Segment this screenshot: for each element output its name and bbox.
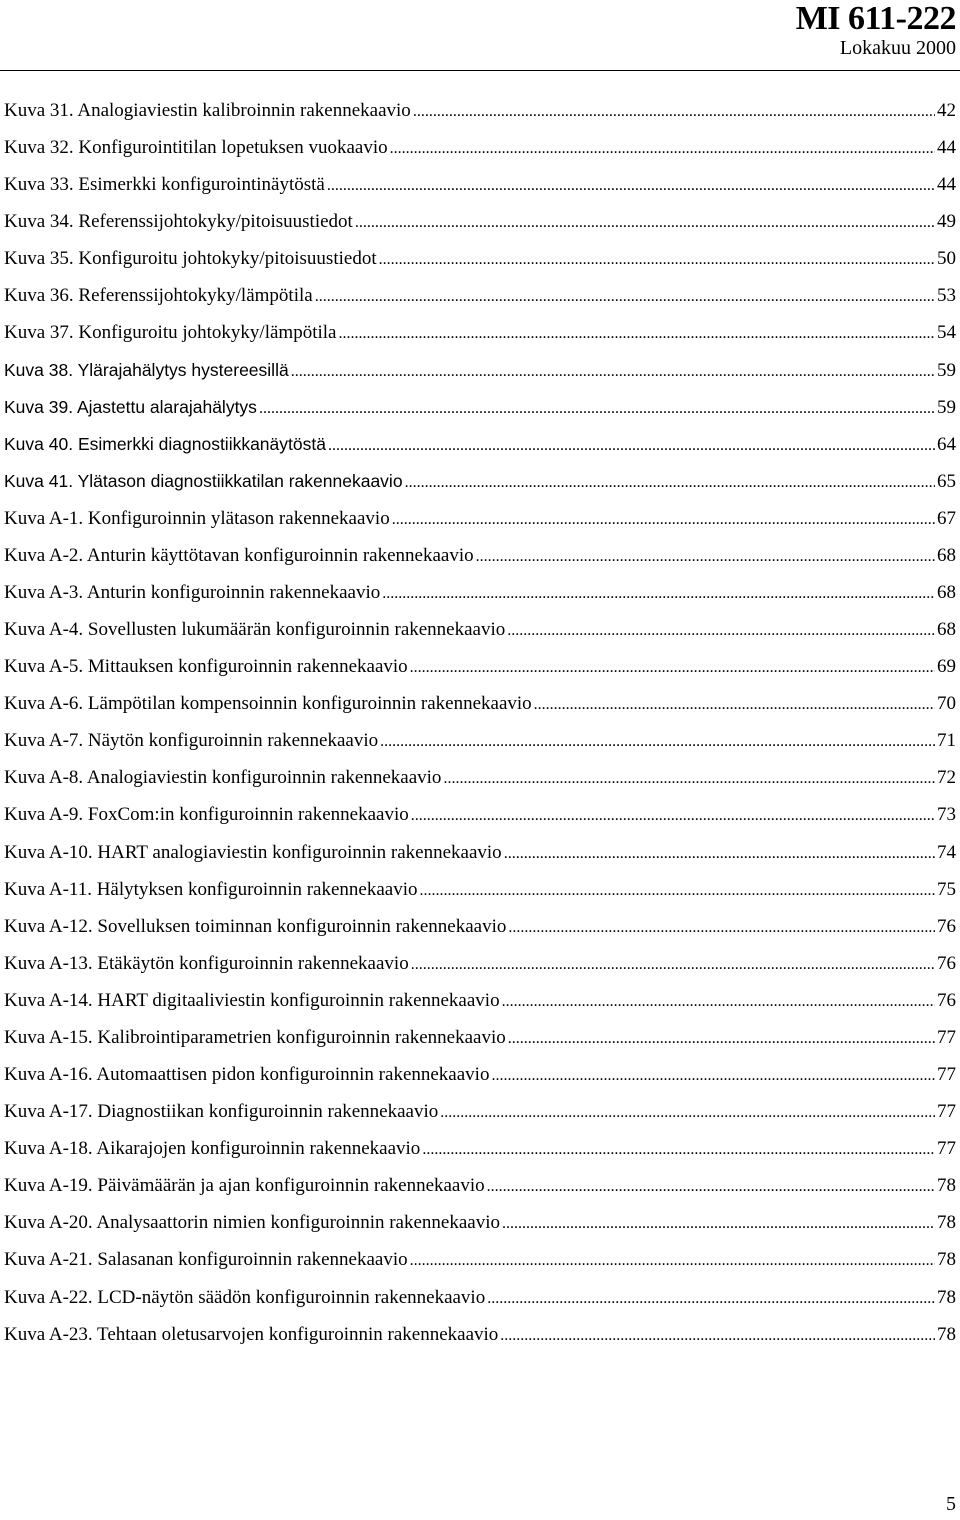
toc-leader-dots bbox=[534, 686, 935, 723]
page-number: 5 bbox=[946, 1493, 956, 1515]
toc-entry[interactable] bbox=[4, 871, 956, 908]
toc-entry-label: Kuva 36. Referenssijohtokyky/lämpötila bbox=[4, 285, 313, 307]
toc-entry-label: Kuva A-12. Sovelluksen toiminnan konfiguroinnin rakennekaavio bbox=[4, 915, 507, 937]
toc-entry[interactable] bbox=[4, 574, 956, 611]
toc-entry-page: 77 bbox=[937, 1101, 956, 1123]
toc-entry-page: 76 bbox=[937, 952, 956, 974]
toc-entry-label: Kuva 40. Esimerkki diagnostiikkanäytöstä bbox=[4, 433, 326, 454]
toc-entry-page: 78 bbox=[937, 1286, 956, 1308]
toc-entry-label: Kuva A-13. Etäkäytön konfiguroinnin rakennekaavio bbox=[4, 952, 409, 974]
toc-leader-dots bbox=[379, 241, 935, 278]
toc-leader-dots bbox=[420, 872, 935, 909]
toc-leader-dots bbox=[504, 835, 935, 872]
toc-entry-page: 68 bbox=[937, 582, 956, 604]
toc-leader-dots bbox=[355, 204, 935, 241]
toc-leader-dots bbox=[382, 575, 935, 612]
toc-entry[interactable] bbox=[4, 759, 956, 796]
toc-entry[interactable] bbox=[4, 982, 956, 1019]
toc-entry[interactable] bbox=[4, 611, 956, 648]
document-id: MI 611-222 bbox=[795, 0, 956, 37]
header-divider bbox=[0, 70, 960, 71]
toc-entry[interactable] bbox=[4, 426, 956, 463]
toc-entry-label: Kuva 34. Referenssijohtokyky/pitoisuustiedot bbox=[4, 211, 353, 233]
toc-leader-dots bbox=[380, 723, 935, 760]
toc-leader-dots bbox=[507, 612, 935, 649]
toc-entry[interactable] bbox=[4, 537, 956, 574]
toc-entry-page: 53 bbox=[937, 285, 956, 307]
toc-entry-page: 69 bbox=[937, 656, 956, 678]
toc-leader-dots bbox=[390, 130, 935, 167]
toc-entry-page: 65 bbox=[937, 470, 956, 492]
toc-entry-page: 78 bbox=[937, 1323, 956, 1345]
toc-entry[interactable] bbox=[4, 314, 956, 351]
toc-entry[interactable] bbox=[4, 203, 956, 240]
toc-entry[interactable] bbox=[4, 240, 956, 277]
toc-entry[interactable] bbox=[4, 1204, 956, 1241]
toc-entry[interactable] bbox=[4, 1279, 956, 1316]
toc-entry-page: 77 bbox=[937, 1138, 956, 1160]
toc-entry-label: Kuva 32. Konfigurointitilan lopetuksen vuokaavio bbox=[4, 137, 388, 159]
toc-leader-dots bbox=[291, 353, 935, 390]
toc-entry-page: 78 bbox=[937, 1212, 956, 1234]
toc-leader-dots bbox=[476, 538, 935, 575]
toc-entry[interactable] bbox=[4, 352, 956, 389]
toc-entry[interactable] bbox=[4, 129, 956, 166]
toc-leader-dots bbox=[413, 93, 935, 130]
toc-entry-label: Kuva 33. Esimerkki konfigurointinäytöstä bbox=[4, 174, 325, 196]
toc-entry-page: 54 bbox=[937, 322, 956, 344]
toc-entry-page: 77 bbox=[937, 1026, 956, 1048]
toc-leader-dots bbox=[487, 1280, 935, 1317]
toc-leader-dots bbox=[410, 649, 935, 686]
toc-entry-page: 68 bbox=[937, 619, 956, 641]
toc-entry-label: Kuva A-5. Mittauksen konfiguroinnin rakennekaavio bbox=[4, 656, 408, 678]
toc-entry[interactable] bbox=[4, 1056, 956, 1093]
toc-entry-page: 68 bbox=[937, 544, 956, 566]
toc-entry-label: Kuva 35. Konfiguroitu johtokyky/pitoisuustiedot bbox=[4, 248, 377, 270]
toc-entry-label: Kuva A-6. Lämpötilan kompensoinnin konfiguroinnin rakennekaavio bbox=[4, 693, 532, 715]
toc-leader-dots bbox=[327, 167, 935, 204]
toc-entry-page: 74 bbox=[937, 841, 956, 863]
toc-entry[interactable] bbox=[4, 92, 956, 129]
toc-leader-dots bbox=[259, 390, 935, 427]
toc-entry-label: Kuva A-10. HART analogiaviestin konfiguroinnin rakennekaavio bbox=[4, 841, 502, 863]
toc-entry-page: 78 bbox=[937, 1175, 956, 1197]
toc-entry-page: 42 bbox=[937, 100, 956, 121]
toc-entry[interactable] bbox=[4, 834, 956, 871]
toc-entry-page: 67 bbox=[937, 507, 956, 529]
toc-entry-page: 59 bbox=[937, 359, 956, 381]
toc-leader-dots bbox=[508, 909, 935, 946]
toc-entry-label: Kuva A-21. Salasanan konfiguroinnin rakennekaavio bbox=[4, 1249, 408, 1271]
toc-leader-dots bbox=[508, 1020, 935, 1057]
toc-entry[interactable] bbox=[4, 1130, 956, 1167]
toc-entry[interactable] bbox=[4, 500, 956, 537]
toc-entry-page: 50 bbox=[937, 248, 956, 270]
toc-entry[interactable] bbox=[4, 1093, 956, 1130]
toc-entry-label: Kuva 38. Ylärajahälytys hystereesillä bbox=[4, 359, 289, 380]
toc-leader-dots bbox=[411, 797, 935, 834]
toc-entry-label: Kuva A-16. Automaattisen pidon konfiguroinnin rakennekaavio bbox=[4, 1064, 490, 1086]
toc-leader-dots bbox=[392, 501, 935, 538]
toc-entry-label: Kuva A-8. Analogiaviestin konfiguroinnin rakennekaavio bbox=[4, 767, 442, 789]
toc-entry[interactable] bbox=[4, 1019, 956, 1056]
toc-entry-label: Kuva 41. Ylätason diagnostiikkatilan rakennekaavio bbox=[4, 470, 403, 491]
toc-leader-dots bbox=[410, 1242, 935, 1279]
toc-entry-page: 59 bbox=[937, 396, 956, 418]
toc-leader-dots bbox=[328, 427, 935, 464]
toc-leader-dots bbox=[443, 760, 935, 797]
toc-leader-dots bbox=[315, 278, 935, 315]
table-of-figures bbox=[4, 92, 956, 1353]
toc-leader-dots bbox=[502, 1205, 935, 1242]
toc-entry-label: Kuva A-20. Analysaattorin nimien konfiguroinnin rakennekaavio bbox=[4, 1212, 500, 1234]
toc-leader-dots bbox=[411, 946, 935, 983]
toc-entry[interactable] bbox=[4, 389, 956, 426]
toc-entry-page: 76 bbox=[937, 915, 956, 937]
toc-entry-label: Kuva A-15. Kalibrointiparametrien konfiguroinnin rakennekaavio bbox=[4, 1026, 506, 1048]
toc-entry-label: Kuva A-2. Anturin käyttötavan konfiguroinnin rakennekaavio bbox=[4, 544, 474, 566]
toc-entry-label: Kuva A-11. Hälytyksen konfiguroinnin rakennekaavio bbox=[4, 878, 418, 900]
toc-leader-dots bbox=[502, 983, 935, 1020]
toc-leader-dots bbox=[422, 1131, 935, 1168]
toc-entry[interactable] bbox=[4, 1316, 956, 1353]
toc-entry-page: 70 bbox=[937, 693, 956, 715]
document-header bbox=[796, 0, 956, 58]
toc-entry-label: Kuva 39. Ajastettu alarajahälytys bbox=[4, 396, 257, 417]
toc-leader-dots bbox=[405, 464, 935, 501]
toc-entry-page: 77 bbox=[937, 1064, 956, 1086]
toc-entry-page: 73 bbox=[937, 804, 956, 826]
toc-entry-page: 71 bbox=[937, 730, 956, 752]
toc-entry[interactable] bbox=[4, 166, 956, 203]
toc-entry-label: Kuva A-18. Aikarajojen konfiguroinnin rakennekaavio bbox=[4, 1138, 421, 1160]
toc-entry-page: 78 bbox=[937, 1249, 956, 1271]
toc-entry-label: Kuva A-7. Näytön konfiguroinnin rakennekaavio bbox=[4, 730, 379, 752]
toc-entry-label: Kuva A-14. HART digitaaliviestin konfiguroinnin rakennekaavio bbox=[4, 989, 500, 1011]
toc-entry[interactable] bbox=[4, 1167, 956, 1204]
toc-entry[interactable] bbox=[4, 685, 956, 722]
toc-entry[interactable] bbox=[4, 722, 956, 759]
toc-entry-page: 44 bbox=[937, 137, 956, 159]
toc-entry[interactable] bbox=[4, 796, 956, 833]
toc-leader-dots bbox=[338, 315, 935, 352]
document-date: Lokakuu 2000 bbox=[839, 37, 956, 59]
toc-entry-page: 64 bbox=[937, 433, 956, 455]
toc-entry-page: 49 bbox=[937, 211, 956, 233]
toc-entry-label: Kuva A-17. Diagnostiikan konfiguroinnin rakennekaavio bbox=[4, 1101, 439, 1123]
toc-entry-page: 72 bbox=[937, 767, 956, 789]
toc-entry-label: Kuva A-4. Sovellusten lukumäärän konfiguroinnin rakennekaavio bbox=[4, 619, 506, 641]
toc-entry[interactable] bbox=[4, 463, 956, 500]
toc-entry-page: 76 bbox=[937, 989, 956, 1011]
toc-entry[interactable] bbox=[4, 1241, 956, 1278]
toc-entry[interactable] bbox=[4, 648, 956, 685]
toc-entry[interactable] bbox=[4, 908, 956, 945]
toc-entry-label: Kuva A-19. Päivämäärän ja ajan konfiguroinnin rakennekaavio bbox=[4, 1175, 485, 1197]
toc-entry-label: Kuva A-1. Konfiguroinnin ylätason rakennekaavio bbox=[4, 507, 390, 529]
toc-entry-label: Kuva A-3. Anturin konfiguroinnin rakennekaavio bbox=[4, 582, 381, 604]
toc-entry-page: 44 bbox=[937, 174, 956, 196]
toc-entry[interactable] bbox=[4, 945, 956, 982]
toc-entry-label: Kuva A-22. LCD-näytön säädön konfiguroinnin rakennekaavio bbox=[4, 1286, 486, 1308]
toc-leader-dots bbox=[487, 1168, 935, 1205]
toc-entry-label: Kuva A-23. Tehtaan oletusarvojen konfiguroinnin rakennekaavio bbox=[4, 1323, 499, 1345]
toc-leader-dots bbox=[491, 1057, 935, 1094]
toc-entry-page: 75 bbox=[937, 878, 956, 900]
toc-leader-dots bbox=[500, 1317, 935, 1354]
toc-entry[interactable] bbox=[4, 277, 956, 314]
toc-entry-label: Kuva 37. Konfiguroitu johtokyky/lämpötila bbox=[4, 322, 337, 344]
toc-leader-dots bbox=[440, 1094, 935, 1131]
toc-entry-label: Kuva A-9. FoxCom:in konfiguroinnin rakennekaavio bbox=[4, 804, 409, 826]
toc-entry-label: Kuva 31. Analogiaviestin kalibroinnin rakennekaavio bbox=[4, 100, 411, 121]
